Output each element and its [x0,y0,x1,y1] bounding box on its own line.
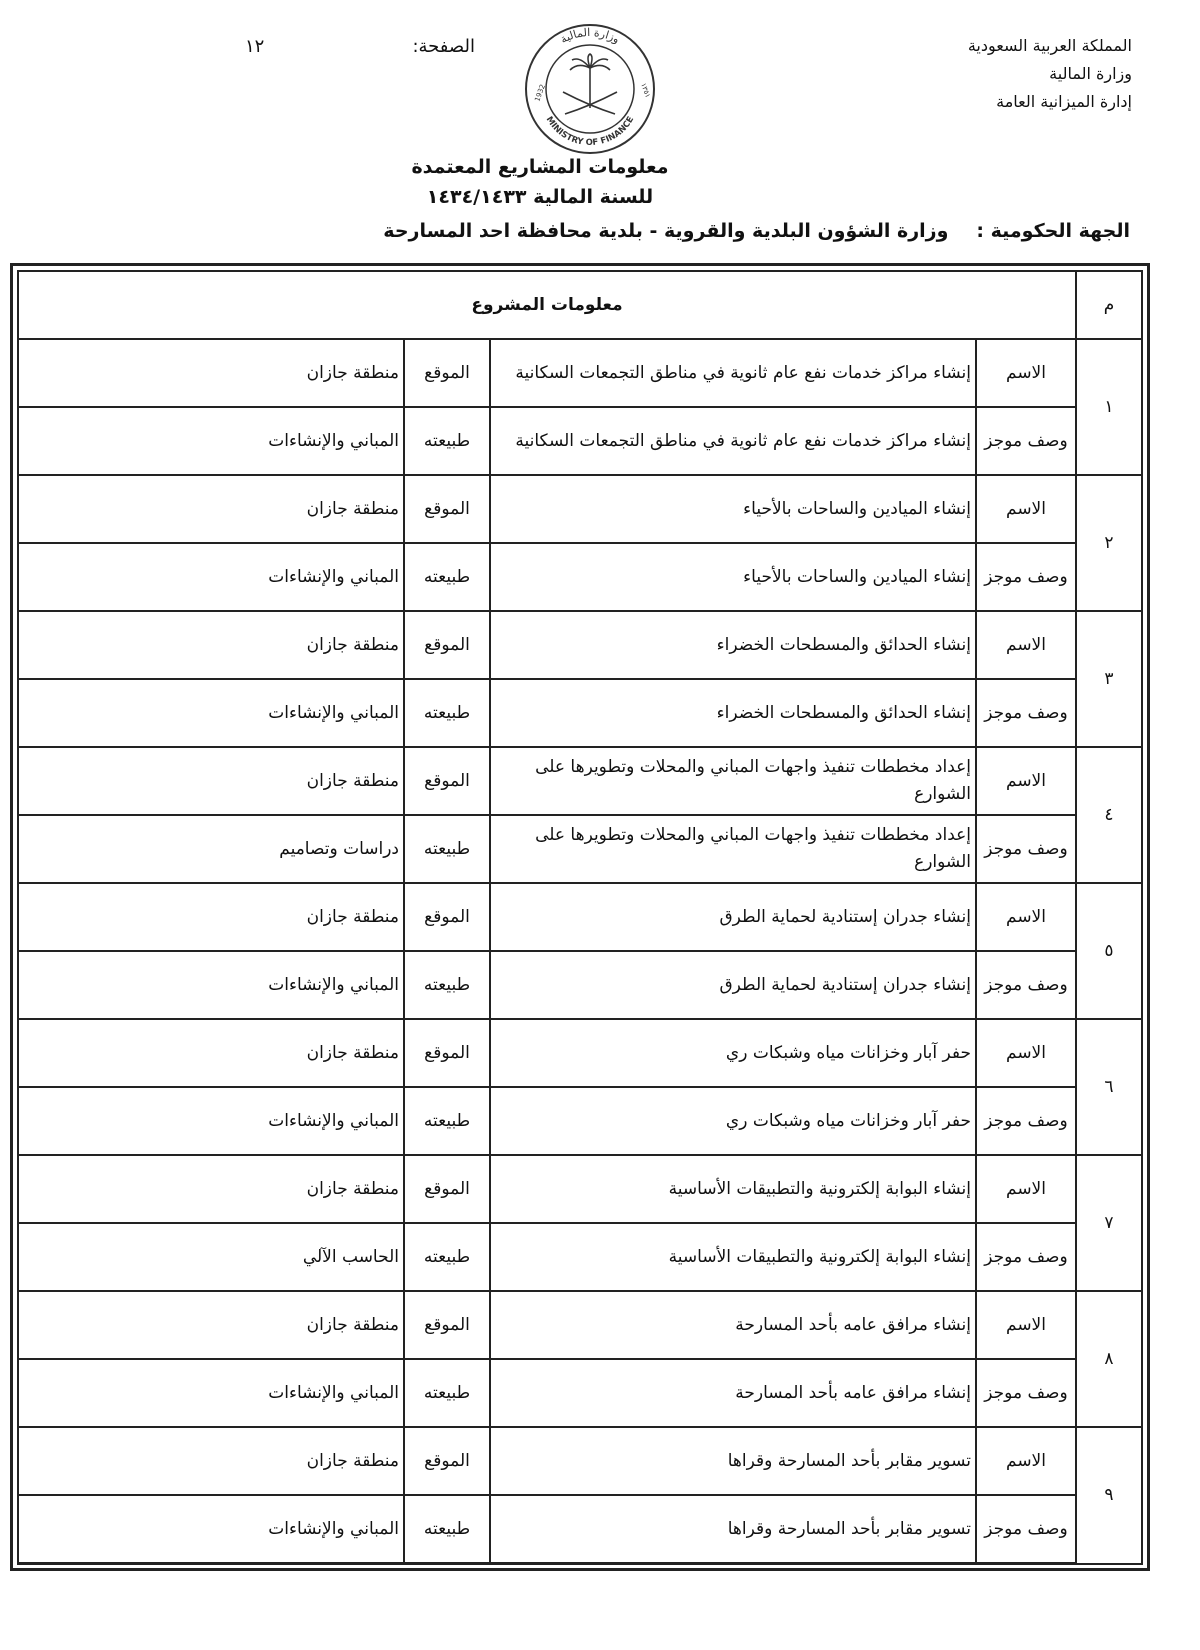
project-description: حفر آبار وخزانات مياه وشبكات ري [490,1087,976,1155]
location-label: الموقع [404,339,490,407]
project-description: إنشاء مراكز خدمات نفع عام ثانوية في مناطق التجمعات السكانية [490,407,976,475]
project-name: تسوير مقابر بأحد المسارحة وقراها [490,1427,976,1495]
location-label: الموقع [404,475,490,543]
project-description: إنشاء جدران إستنادية لحماية الطرق [490,951,976,1019]
row-number: ٥ [1076,883,1142,1019]
desc-label: وصف موجز [976,543,1076,611]
project-nature: المباني والإنشاءات [18,1495,404,1564]
project-description: إعداد مخططات تنفيذ واجهات المباني والمحلات وتطويرها على الشوارع [490,815,976,883]
project-description: إنشاء مرافق عامه بأحد المسارحة [490,1359,976,1427]
project-description: إنشاء الحدائق والمسطحات الخضراء [490,679,976,747]
project-description: إنشاء الميادين والساحات بالأحياء [490,543,976,611]
agency-line [383,220,1130,242]
location-label: الموقع [404,611,490,679]
row-number: ٤ [1076,747,1142,883]
table-header-row [18,271,1142,339]
table-row [18,543,1142,611]
table-row [18,339,1142,407]
name-label: الاسم [976,339,1076,407]
department-name: إدارة الميزانية العامة [996,92,1132,111]
seal-year-right: ١٣٥١ [639,81,652,99]
project-location: منطقة جازان [18,1019,404,1087]
row-number: ١ [1076,339,1142,475]
project-nature: المباني والإنشاءات [18,543,404,611]
col-header-m: م [1076,271,1142,339]
desc-label: وصف موجز [976,1223,1076,1291]
location-label: الموقع [404,1019,490,1087]
nature-label: طبيعته [404,1495,490,1564]
row-number: ٣ [1076,611,1142,747]
desc-label: وصف موجز [976,1087,1076,1155]
table-row [18,815,1142,883]
palm-swords-emblem [563,54,617,114]
project-name: إنشاء الحدائق والمسطحات الخضراء [490,611,976,679]
desc-label: وصف موجز [976,679,1076,747]
row-number: ٨ [1076,1291,1142,1427]
projects-table-frame [10,263,1150,1571]
project-location: منطقة جازان [18,339,404,407]
project-location: منطقة جازان [18,883,404,951]
project-nature: المباني والإنشاءات [18,679,404,747]
location-label: الموقع [404,747,490,815]
agency-label: الجهة الحكومية : [976,220,1130,242]
table-row [18,611,1142,679]
nature-label: طبيعته [404,951,490,1019]
project-name: إنشاء مراكز خدمات نفع عام ثانوية في مناطق التجمعات السكانية [490,339,976,407]
desc-label: وصف موجز [976,1359,1076,1427]
project-location: منطقة جازان [18,1427,404,1495]
letterhead [968,32,1132,116]
page-indicator [245,36,475,57]
project-nature: المباني والإنشاءات [18,1359,404,1427]
ministry-seal-icon [523,22,657,156]
page-label: الصفحة: [412,36,475,57]
nature-label: طبيعته [404,679,490,747]
nature-label: طبيعته [404,815,490,883]
ministry-name: وزارة المالية [1049,64,1132,83]
project-name: إعداد مخططات تنفيذ واجهات المباني والمحلات وتطويرها على الشوارع [490,747,976,815]
table-row [18,1223,1142,1291]
name-label: الاسم [976,1019,1076,1087]
name-label: الاسم [976,883,1076,951]
name-label: الاسم [976,611,1076,679]
seal-text-bottom: MINISTRY OF FINANCE [543,114,637,149]
row-number: ٦ [1076,1019,1142,1155]
document-title: معلومات المشاريع المعتمدة [411,156,669,178]
project-location: منطقة جازان [18,1155,404,1223]
project-name: إنشاء مرافق عامه بأحد المسارحة [490,1291,976,1359]
project-description: إنشاء البوابة إلكترونية والتطبيقات الأساسية [490,1223,976,1291]
nature-label: طبيعته [404,1359,490,1427]
project-nature: الحاسب الآلي [18,1223,404,1291]
nature-label: طبيعته [404,1087,490,1155]
desc-label: وصف موجز [976,951,1076,1019]
table-row [18,1087,1142,1155]
project-name: إنشاء الميادين والساحات بالأحياء [490,475,976,543]
location-label: الموقع [404,1427,490,1495]
table-row [18,1019,1142,1087]
project-nature: المباني والإنشاءات [18,407,404,475]
desc-label: وصف موجز [976,815,1076,883]
project-nature: دراسات وتصاميم [18,815,404,883]
nature-label: طبيعته [404,1223,490,1291]
projects-table [17,270,1143,1565]
name-label: الاسم [976,1427,1076,1495]
project-location: منطقة جازان [18,747,404,815]
document-titles [300,152,780,212]
page-number: ١٢ [245,36,265,57]
project-location: منطقة جازان [18,611,404,679]
table-row [18,1359,1142,1427]
project-name: حفر آبار وخزانات مياه وشبكات ري [490,1019,976,1087]
name-label: الاسم [976,1291,1076,1359]
location-label: الموقع [404,883,490,951]
seal-year-left: 1932 [533,83,547,103]
nature-label: طبيعته [404,407,490,475]
name-label: الاسم [976,475,1076,543]
desc-label: وصف موجز [976,1495,1076,1564]
desc-label: وصف موجز [976,407,1076,475]
location-label: الموقع [404,1291,490,1359]
table-row [18,747,1142,815]
table-row [18,1427,1142,1495]
project-nature: المباني والإنشاءات [18,951,404,1019]
fiscal-year: للسنة المالية ١٤٣٤/١٤٣٣ [426,186,654,208]
kingdom-name: المملكة العربية السعودية [967,36,1132,55]
nature-label: طبيعته [404,543,490,611]
table-row [18,679,1142,747]
table-row [18,1155,1142,1223]
table-row [18,407,1142,475]
location-label: الموقع [404,1155,490,1223]
agency-value: وزارة الشؤون البلدية والقروية - بلدية محافظة احد المسارحة [383,220,949,242]
project-description: تسوير مقابر بأحد المسارحة وقراها [490,1495,976,1564]
table-row [18,1495,1142,1564]
table-row [18,883,1142,951]
project-location: منطقة جازان [18,475,404,543]
table-row [18,475,1142,543]
table-row [18,951,1142,1019]
project-name: إنشاء جدران إستنادية لحماية الطرق [490,883,976,951]
seal-text-top: وزارة المالية [558,25,622,47]
name-label: الاسم [976,1155,1076,1223]
name-label: الاسم [976,747,1076,815]
project-name: إنشاء البوابة إلكترونية والتطبيقات الأساسية [490,1155,976,1223]
row-number: ٧ [1076,1155,1142,1291]
table-row [18,1291,1142,1359]
project-location: منطقة جازان [18,1291,404,1359]
row-number: ٩ [1076,1427,1142,1564]
col-header-info: معلومات المشروع [18,271,1076,339]
project-nature: المباني والإنشاءات [18,1087,404,1155]
row-number: ٢ [1076,475,1142,611]
